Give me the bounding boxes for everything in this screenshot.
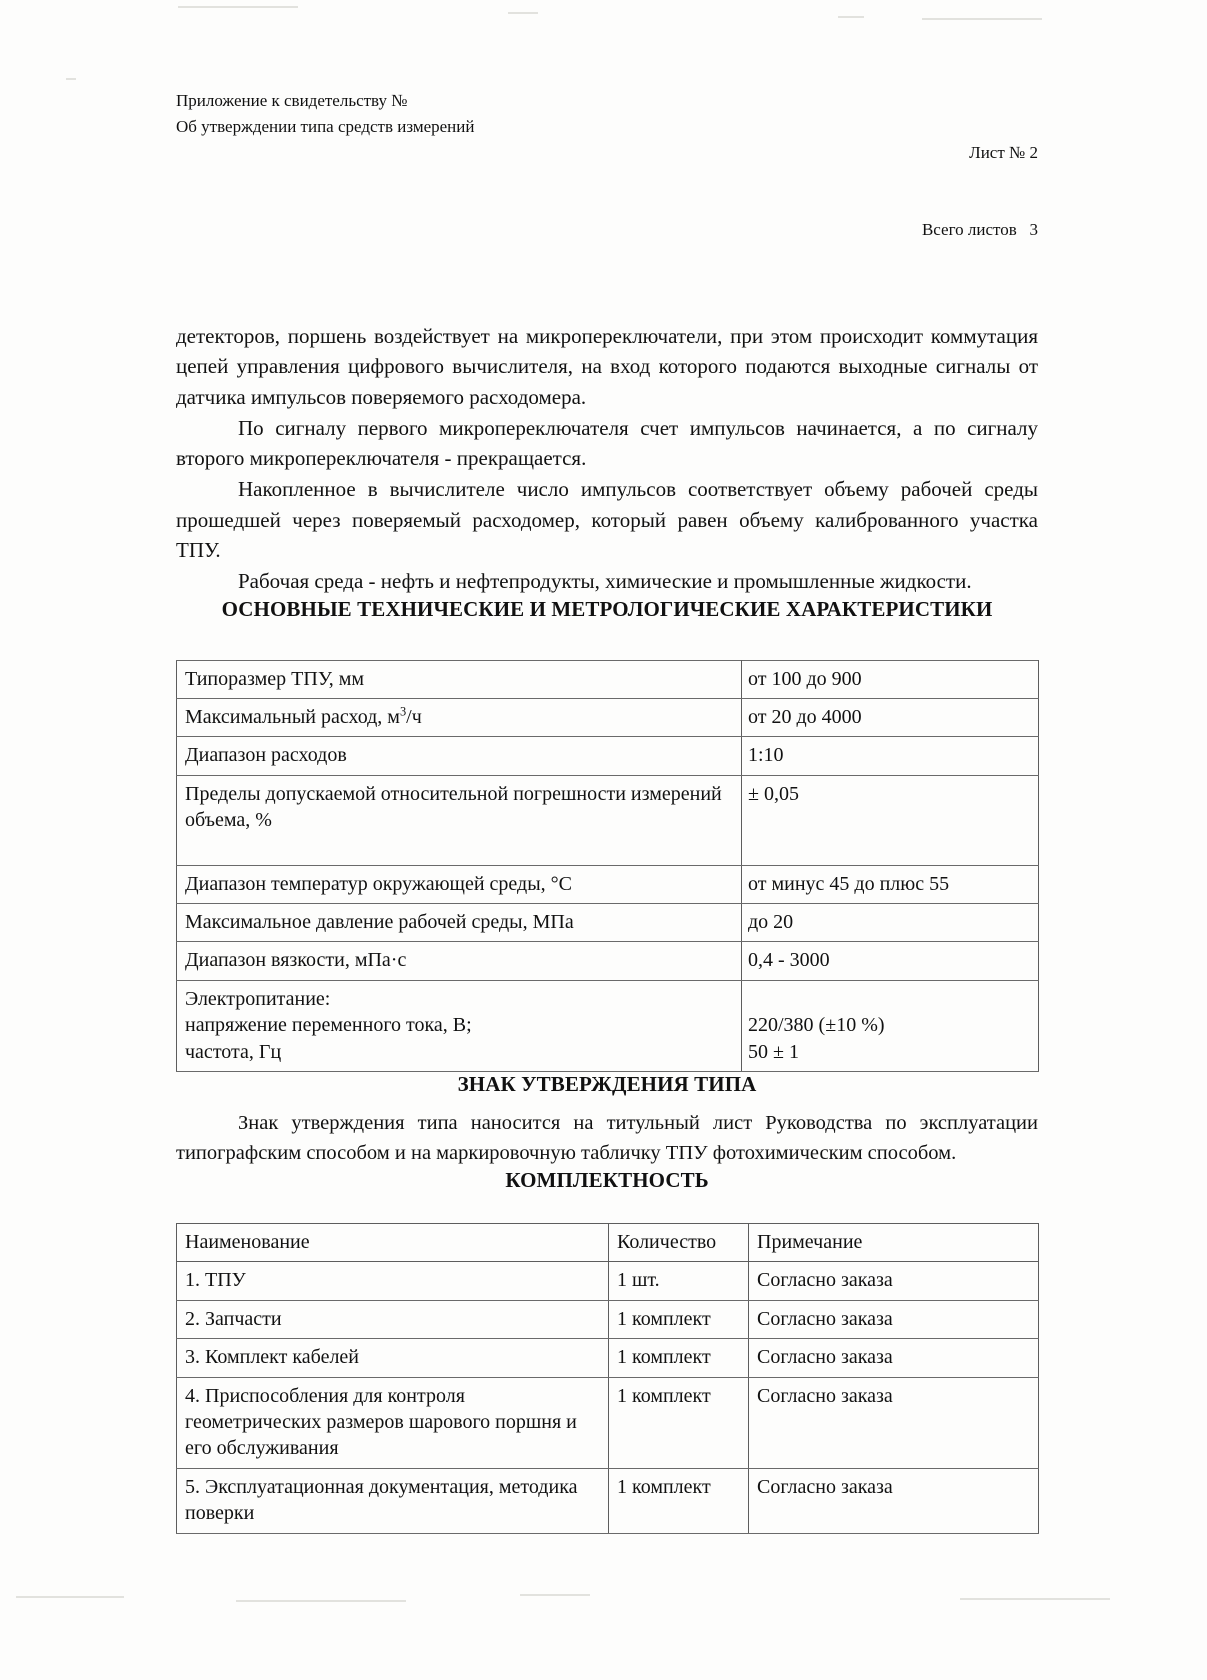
table-row xyxy=(177,1468,1039,1533)
specifications-table-body xyxy=(177,660,1039,1072)
table-row xyxy=(177,1300,1039,1338)
completeness-table xyxy=(176,1223,1039,1534)
completeness-table-head xyxy=(177,1224,1039,1262)
scan-artifact xyxy=(520,1594,590,1596)
superscript-3: 3 xyxy=(399,704,407,719)
spec-name-power xyxy=(177,980,742,1071)
scan-artifact xyxy=(66,78,76,80)
table-row xyxy=(177,980,1039,1071)
kit-item-name: 4. Приспособления для контроля геометрических размеров шарового поршня и его обслуживания xyxy=(177,1377,609,1468)
table-row xyxy=(177,1262,1039,1300)
scan-artifact xyxy=(16,1596,124,1598)
table-row xyxy=(177,737,1039,775)
spec-name: Диапазон температур окружающей среды, °С xyxy=(177,865,742,903)
approval-line: Об утверждении типа средств измерений xyxy=(176,116,475,136)
spec-name: Диапазон расходов xyxy=(177,737,742,775)
spec-value: 0,4 - 3000 xyxy=(742,942,1039,980)
paragraph-4: Рабочая среда - нефть и нефтепродукты, химические и промышленные жидкости. xyxy=(238,568,972,593)
document-header xyxy=(176,88,1038,295)
appendix-line: Приложение к свидетельству № xyxy=(176,91,408,110)
kit-item-name: 2. Запчасти xyxy=(177,1300,609,1338)
mark-paragraph: Знак утверждения типа наносится на титульный лист Руководства по эксплуатации типографским способом и на маркировочную табличку ТПУ фотохимическим способом. xyxy=(176,1112,1038,1164)
intro-text xyxy=(176,321,1038,597)
kit-item-qty: 1 шт. xyxy=(609,1262,749,1300)
spec-value-power xyxy=(742,980,1039,1071)
scan-artifact xyxy=(508,12,538,14)
scan-artifact xyxy=(838,16,864,18)
table-row xyxy=(177,904,1039,942)
kit-item-qty: 1 комплект xyxy=(609,1377,749,1468)
power-label-2: напряжение переменного тока, В; xyxy=(185,1014,472,1037)
spec-value: до 20 xyxy=(742,904,1039,942)
kit-section-title: КОМПЛЕКТНОСТЬ xyxy=(505,1168,709,1193)
table-row xyxy=(177,698,1039,736)
power-frequency-value: 50 ± 1 xyxy=(748,1040,799,1063)
kit-item-name: 5. Эксплуатационная документация, методика поверки xyxy=(177,1468,609,1533)
kit-item-name: 3. Комплект кабелей xyxy=(177,1339,609,1377)
paragraph-3: Накопленное в вычислителе число импульсов соответствует объему рабочей среды прошедшей через поверяемый расходомер, который равен объему калиброванного участка ТПУ. xyxy=(176,476,1038,563)
kit-item-qty: 1 комплект xyxy=(609,1468,749,1533)
power-voltage-value: 220/380 (±10 %) xyxy=(748,1014,885,1037)
mark-section-title: ЗНАК УТВЕРЖДЕНИЯ ТИПА xyxy=(457,1072,757,1097)
specs-section-title: ОСНОВНЫЕ ТЕХНИЧЕСКИЕ И МЕТРОЛОГИЧЕСКИЕ ХАРАКТЕРИСТИКИ xyxy=(221,596,993,621)
kit-item-qty: 1 комплект xyxy=(609,1300,749,1338)
column-header-name: Наименование xyxy=(177,1224,609,1262)
scan-artifact xyxy=(178,6,298,8)
scan-artifact xyxy=(922,18,1042,20)
kit-item-note: Согласно заказа xyxy=(749,1339,1039,1377)
spec-value: от минус 45 до плюс 55 xyxy=(742,865,1039,903)
mark-text-block xyxy=(176,1109,1038,1168)
power-label-3: частота, Гц xyxy=(185,1040,282,1063)
kit-item-qty: 1 комплект xyxy=(609,1339,749,1377)
column-header-note: Примечание xyxy=(749,1224,1039,1262)
paragraph-1: детекторов, поршень воздействует на микропереключатели, при этом происходит коммутация цепей управления цифрового вычислителя, на вход которого подаются выходные сигналы от датчика импульсов поверяемого расходомера. xyxy=(176,323,1038,409)
page-content xyxy=(176,88,1038,1534)
header-left xyxy=(176,88,474,140)
sheet-number: Лист № 2 xyxy=(969,142,1038,162)
kit-item-note: Согласно заказа xyxy=(749,1300,1039,1338)
table-row xyxy=(177,865,1039,903)
scan-artifact xyxy=(236,1600,406,1602)
paragraph-2: По сигналу первого микропереключателя счет импульсов начинается, а по сигналу второго микропереключателя - прекращается. xyxy=(176,415,1038,471)
spec-name: Типоразмер ТПУ, мм xyxy=(177,660,742,698)
kit-item-note: Согласно заказа xyxy=(749,1262,1039,1300)
table-header-row xyxy=(177,1224,1039,1262)
table-row xyxy=(177,775,1039,865)
header-right xyxy=(922,88,1038,295)
table-row xyxy=(177,1339,1039,1377)
spec-name: Максимальный расход, $м^3/ч$ xyxy=(177,698,742,736)
spec-value: ± 0,05 xyxy=(742,775,1039,865)
table-row xyxy=(177,1377,1039,1468)
specifications-table xyxy=(176,660,1039,1073)
kit-item-name: 1. ТПУ xyxy=(177,1262,609,1300)
spec-name: Максимальное давление рабочей среды, МПа xyxy=(177,904,742,942)
spec-value: от 100 до 900 xyxy=(742,660,1039,698)
table-row xyxy=(177,942,1039,980)
spec-name: Диапазон вязкости, мПа·с xyxy=(177,942,742,980)
spec-value: 1:10 xyxy=(742,737,1039,775)
kit-item-note: Согласно заказа xyxy=(749,1377,1039,1468)
table-row xyxy=(177,660,1039,698)
total-sheets: Всего листов 3 xyxy=(921,220,1038,240)
scan-artifact xyxy=(960,1598,1110,1600)
completeness-table-body xyxy=(177,1262,1039,1533)
column-header-qty: Количество xyxy=(609,1224,749,1262)
spec-value: от 20 до 4000 xyxy=(742,698,1039,736)
power-value-spacer xyxy=(748,986,1030,1012)
power-label-1: Электропитание: xyxy=(185,987,331,1010)
spec-name: Пределы допускаемой относительной погрешности измерений объема, % xyxy=(177,775,742,865)
kit-item-note: Согласно заказа xyxy=(749,1468,1039,1533)
